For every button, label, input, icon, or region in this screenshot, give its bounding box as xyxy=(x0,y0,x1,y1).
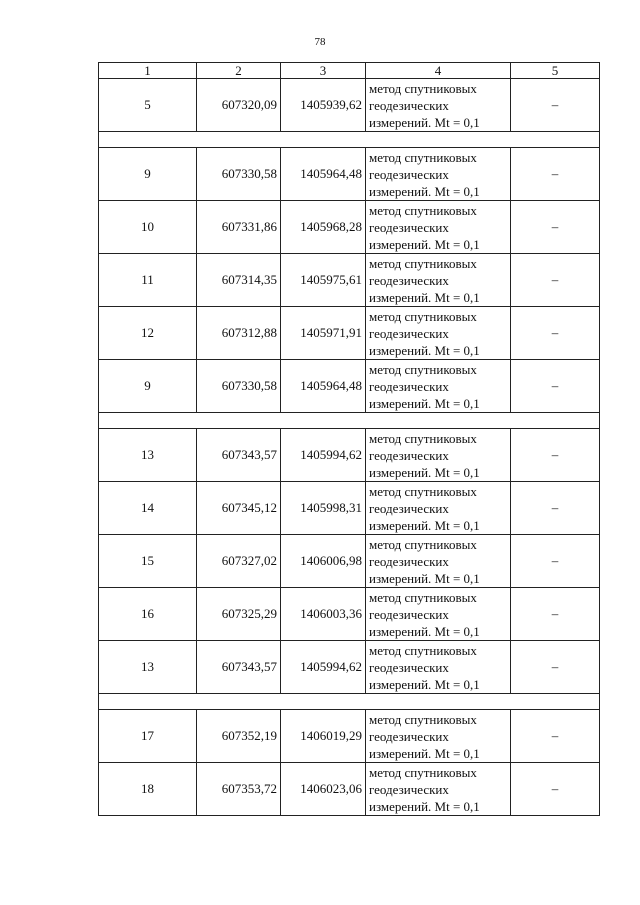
method-line: измерений. Mt = 0,1 xyxy=(369,745,480,761)
method-line: геодезических xyxy=(369,728,449,744)
x-coordinate-cell: 607312,88 xyxy=(197,307,281,360)
column-header: 5 xyxy=(511,63,600,79)
separator-row xyxy=(99,132,600,148)
table-row xyxy=(99,763,600,816)
method-line: метод спутниковых xyxy=(369,536,477,552)
method-line: геодезических xyxy=(369,781,449,797)
method-line: метод спутниковых xyxy=(369,308,477,324)
y-coordinate-cell: 1405998,31 xyxy=(281,482,366,535)
point-number-cell: 12 xyxy=(99,307,197,360)
x-coordinate-cell: 607320,09 xyxy=(197,79,281,132)
column-header: 3 xyxy=(281,63,366,79)
method-line: метод спутниковых xyxy=(369,642,477,658)
note-cell: – xyxy=(511,588,600,641)
method-line: измерений. Mt = 0,1 xyxy=(369,464,480,480)
x-coordinate-cell: 607353,72 xyxy=(197,763,281,816)
table-row xyxy=(99,148,600,201)
x-coordinate-cell: 607331,86 xyxy=(197,201,281,254)
method-line: измерений. Mt = 0,1 xyxy=(369,114,480,130)
table-body xyxy=(99,79,600,816)
x-coordinate-cell: 607352,19 xyxy=(197,710,281,763)
table-row xyxy=(99,482,600,535)
x-coordinate-cell: 607330,58 xyxy=(197,148,281,201)
method-line: метод спутниковых xyxy=(369,430,477,446)
method-cell xyxy=(366,429,511,482)
method-line: метод спутниковых xyxy=(369,361,477,377)
note-cell: – xyxy=(511,307,600,360)
page-number: 78 xyxy=(314,36,326,48)
table-row xyxy=(99,254,600,307)
y-coordinate-cell: 1406006,98 xyxy=(281,535,366,588)
y-coordinate-cell: 1406023,06 xyxy=(281,763,366,816)
method-line: метод спутниковых xyxy=(369,149,477,165)
method-line: геодезических xyxy=(369,272,449,288)
column-header: 4 xyxy=(366,63,511,79)
method-line: геодезических xyxy=(369,659,449,675)
method-line: метод спутниковых xyxy=(369,764,477,780)
point-number-cell: 9 xyxy=(99,148,197,201)
note-cell: – xyxy=(511,763,600,816)
method-line: метод спутниковых xyxy=(369,80,477,96)
method-line: измерений. Mt = 0,1 xyxy=(369,623,480,639)
y-coordinate-cell: 1406003,36 xyxy=(281,588,366,641)
table-row xyxy=(99,360,600,413)
note-cell: – xyxy=(511,710,600,763)
method-line: геодезических xyxy=(369,447,449,463)
column-header: 2 xyxy=(197,63,281,79)
method-line: геодезических xyxy=(369,606,449,622)
point-number-cell: 15 xyxy=(99,535,197,588)
coordinates-table xyxy=(98,62,600,816)
x-coordinate-cell: 607314,35 xyxy=(197,254,281,307)
method-line: измерений. Mt = 0,1 xyxy=(369,289,480,305)
x-coordinate-cell: 607325,29 xyxy=(197,588,281,641)
note-cell: – xyxy=(511,254,600,307)
point-number-cell: 17 xyxy=(99,710,197,763)
method-line: измерений. Mt = 0,1 xyxy=(369,342,480,358)
y-coordinate-cell: 1405994,62 xyxy=(281,641,366,694)
x-coordinate-cell: 607343,57 xyxy=(197,641,281,694)
point-number-cell: 14 xyxy=(99,482,197,535)
method-line: геодезических xyxy=(369,166,449,182)
y-coordinate-cell: 1405968,28 xyxy=(281,201,366,254)
method-cell xyxy=(366,254,511,307)
method-line: метод спутниковых xyxy=(369,255,477,271)
point-number-cell: 5 xyxy=(99,79,197,132)
table-row xyxy=(99,429,600,482)
separator-row xyxy=(99,413,600,429)
y-coordinate-cell: 1405975,61 xyxy=(281,254,366,307)
method-cell xyxy=(366,482,511,535)
separator-cell xyxy=(99,132,600,148)
x-coordinate-cell: 607343,57 xyxy=(197,429,281,482)
table-row xyxy=(99,79,600,132)
table-header-row xyxy=(99,63,600,79)
method-cell xyxy=(366,763,511,816)
point-number-cell: 13 xyxy=(99,429,197,482)
method-line: геодезических xyxy=(369,378,449,394)
y-coordinate-cell: 1405964,48 xyxy=(281,148,366,201)
separator-cell xyxy=(99,694,600,710)
method-line: геодезических xyxy=(369,325,449,341)
y-coordinate-cell: 1405964,48 xyxy=(281,360,366,413)
table-row xyxy=(99,710,600,763)
method-line: измерений. Mt = 0,1 xyxy=(369,570,480,586)
method-line: метод спутниковых xyxy=(369,483,477,499)
x-coordinate-cell: 607345,12 xyxy=(197,482,281,535)
method-cell xyxy=(366,307,511,360)
method-cell xyxy=(366,201,511,254)
note-cell: – xyxy=(511,360,600,413)
method-line: метод спутниковых xyxy=(369,202,477,218)
method-line: геодезических xyxy=(369,553,449,569)
method-cell xyxy=(366,641,511,694)
note-cell: – xyxy=(511,201,600,254)
method-line: метод спутниковых xyxy=(369,589,477,605)
note-cell: – xyxy=(511,482,600,535)
method-line: геодезических xyxy=(369,500,449,516)
method-cell xyxy=(366,588,511,641)
method-line: измерений. Mt = 0,1 xyxy=(369,395,480,411)
method-line: измерений. Mt = 0,1 xyxy=(369,183,480,199)
y-coordinate-cell: 1406019,29 xyxy=(281,710,366,763)
table-row xyxy=(99,641,600,694)
y-coordinate-cell: 1405994,62 xyxy=(281,429,366,482)
x-coordinate-cell: 607327,02 xyxy=(197,535,281,588)
method-cell xyxy=(366,535,511,588)
note-cell: – xyxy=(511,535,600,588)
method-line: измерений. Mt = 0,1 xyxy=(369,517,480,533)
point-number-cell: 18 xyxy=(99,763,197,816)
note-cell: – xyxy=(511,79,600,132)
method-line: измерений. Mt = 0,1 xyxy=(369,236,480,252)
y-coordinate-cell: 1405971,91 xyxy=(281,307,366,360)
separator-cell xyxy=(99,413,600,429)
table-row xyxy=(99,535,600,588)
x-coordinate-cell: 607330,58 xyxy=(197,360,281,413)
point-number-cell: 16 xyxy=(99,588,197,641)
method-cell xyxy=(366,360,511,413)
method-cell xyxy=(366,79,511,132)
method-line: измерений. Mt = 0,1 xyxy=(369,676,480,692)
note-cell: – xyxy=(511,429,600,482)
method-line: геодезических xyxy=(369,97,449,113)
point-number-cell: 11 xyxy=(99,254,197,307)
point-number-cell: 9 xyxy=(99,360,197,413)
method-line: измерений. Mt = 0,1 xyxy=(369,798,480,814)
table-row xyxy=(99,307,600,360)
column-header: 1 xyxy=(99,63,197,79)
point-number-cell: 10 xyxy=(99,201,197,254)
separator-row xyxy=(99,694,600,710)
note-cell: – xyxy=(511,148,600,201)
y-coordinate-cell: 1405939,62 xyxy=(281,79,366,132)
method-line: геодезических xyxy=(369,219,449,235)
method-cell xyxy=(366,148,511,201)
point-number-cell: 13 xyxy=(99,641,197,694)
method-line: метод спутниковых xyxy=(369,711,477,727)
note-cell: – xyxy=(511,641,600,694)
table-row xyxy=(99,588,600,641)
method-cell xyxy=(366,710,511,763)
table-row xyxy=(99,201,600,254)
